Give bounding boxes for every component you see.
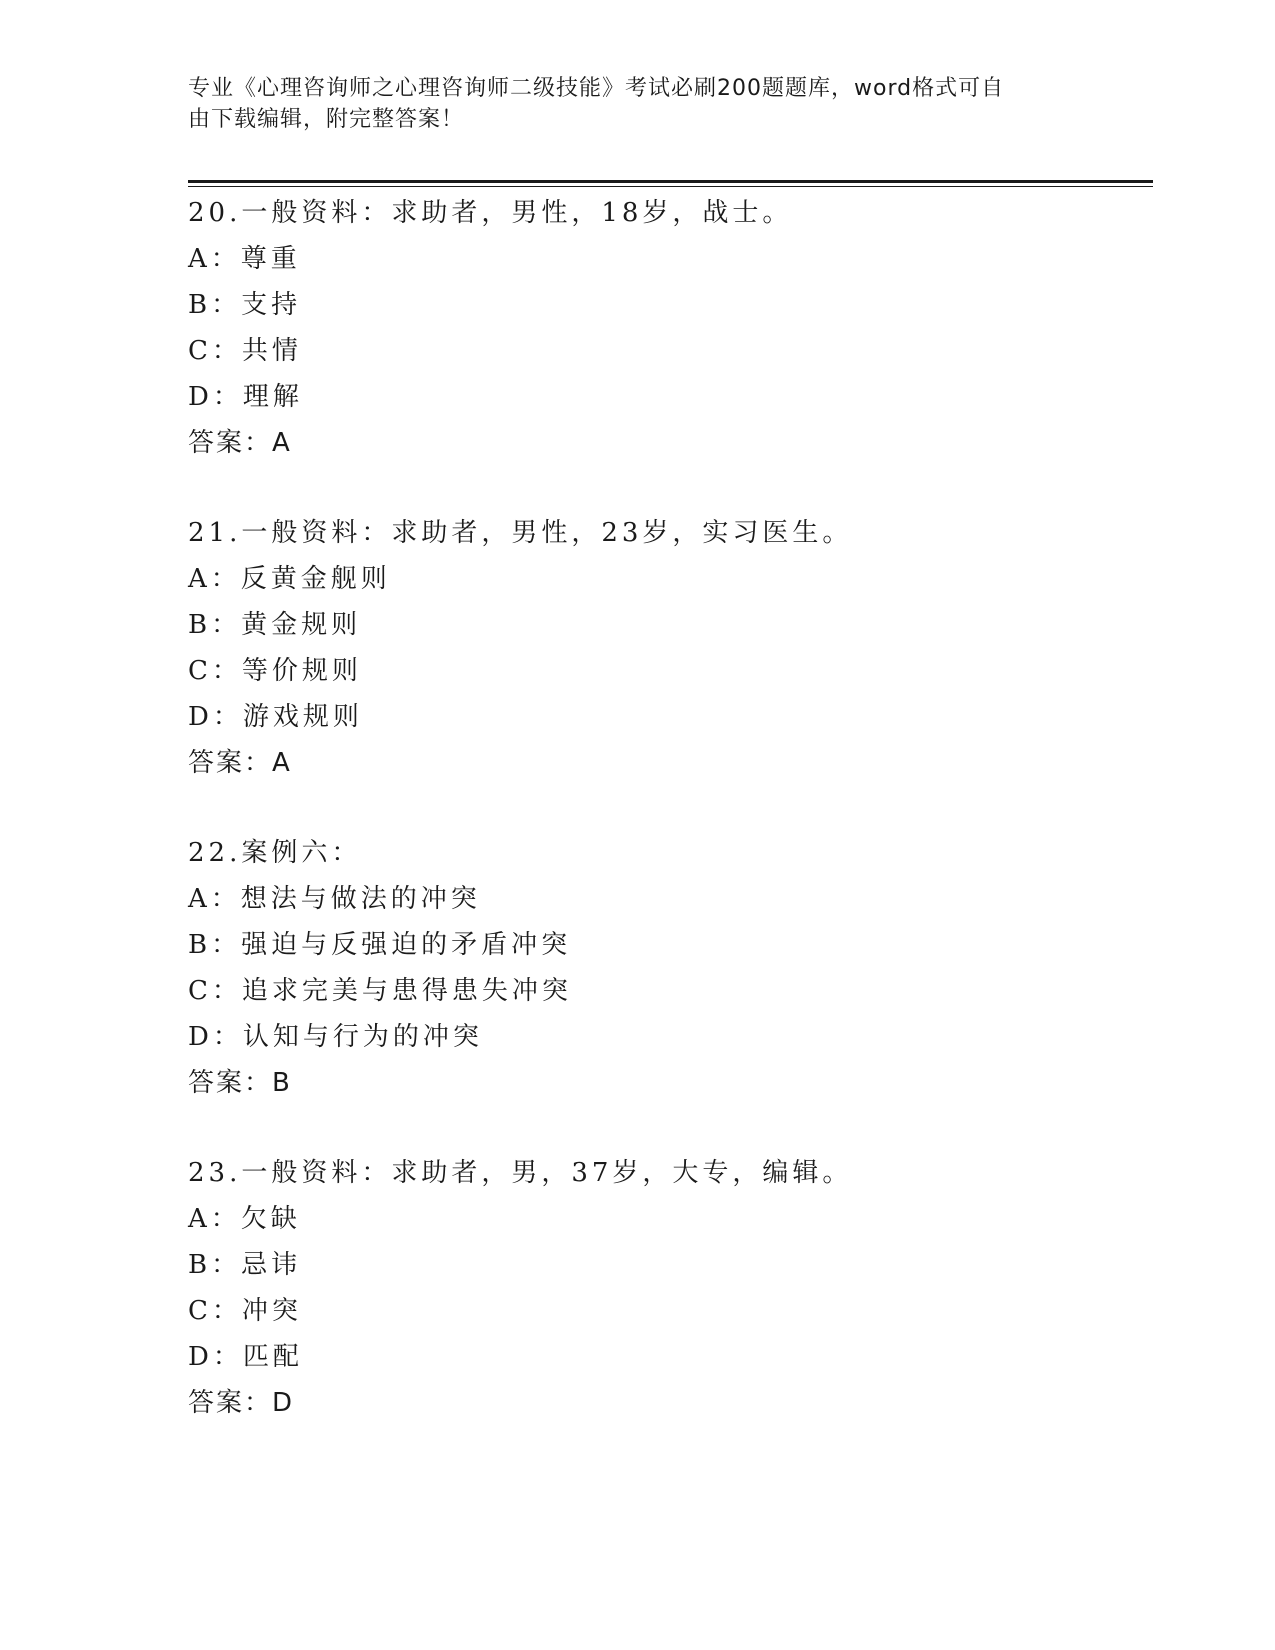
option-a: A：尊重 (188, 244, 301, 274)
option-a: A：反黄金舰则 (188, 564, 391, 594)
question-21 (188, 510, 1153, 786)
option-b: B：忌讳 (188, 1250, 302, 1280)
option-c: C：共情 (188, 336, 302, 366)
question-stem: 22.案例六： (188, 838, 362, 868)
option-c: C：等价规则 (188, 656, 362, 686)
header-line-2: 由下载编辑，附完整答案！ (188, 107, 465, 132)
option-d: D：游戏规则 (188, 702, 363, 732)
option-c: C：冲突 (188, 1296, 302, 1326)
answer-line: 答案：D (188, 1388, 295, 1418)
question-stem: 20.一般资料：求助者，男性，18岁，战士。 (188, 198, 793, 228)
option-b: B：黄金规则 (188, 610, 362, 640)
question-23 (188, 1150, 1153, 1426)
option-d: D：理解 (188, 382, 303, 412)
question-list (188, 190, 1153, 1470)
question-20 (188, 190, 1153, 466)
header-divider-thick (188, 180, 1153, 183)
document-header (188, 73, 1068, 135)
question-stem: 23.一般资料：求助者，男，37岁，大专，编辑。 (188, 1158, 853, 1188)
option-a: A：想法与做法的冲突 (188, 884, 481, 914)
answer-line: 答案：A (188, 748, 292, 778)
answer-line: 答案：B (188, 1068, 292, 1098)
option-b: B：支持 (188, 290, 302, 320)
answer-line: 答案：A (188, 428, 292, 458)
option-d: D：匹配 (188, 1342, 303, 1372)
option-c: C：追求完美与患得患失冲突 (188, 976, 572, 1006)
question-stem: 21.一般资料：求助者，男性，23岁，实习医生。 (188, 518, 853, 548)
option-b: B：强迫与反强迫的矛盾冲突 (188, 930, 572, 960)
header-line-1: 专业《心理咨询师之心理咨询师二级技能》考试必刷200题题库，word格式可自 (188, 76, 1005, 101)
question-22 (188, 830, 1153, 1106)
option-a: A：欠缺 (188, 1204, 301, 1234)
header-divider-thin (188, 186, 1153, 187)
option-d: D：认知与行为的冲突 (188, 1022, 483, 1052)
